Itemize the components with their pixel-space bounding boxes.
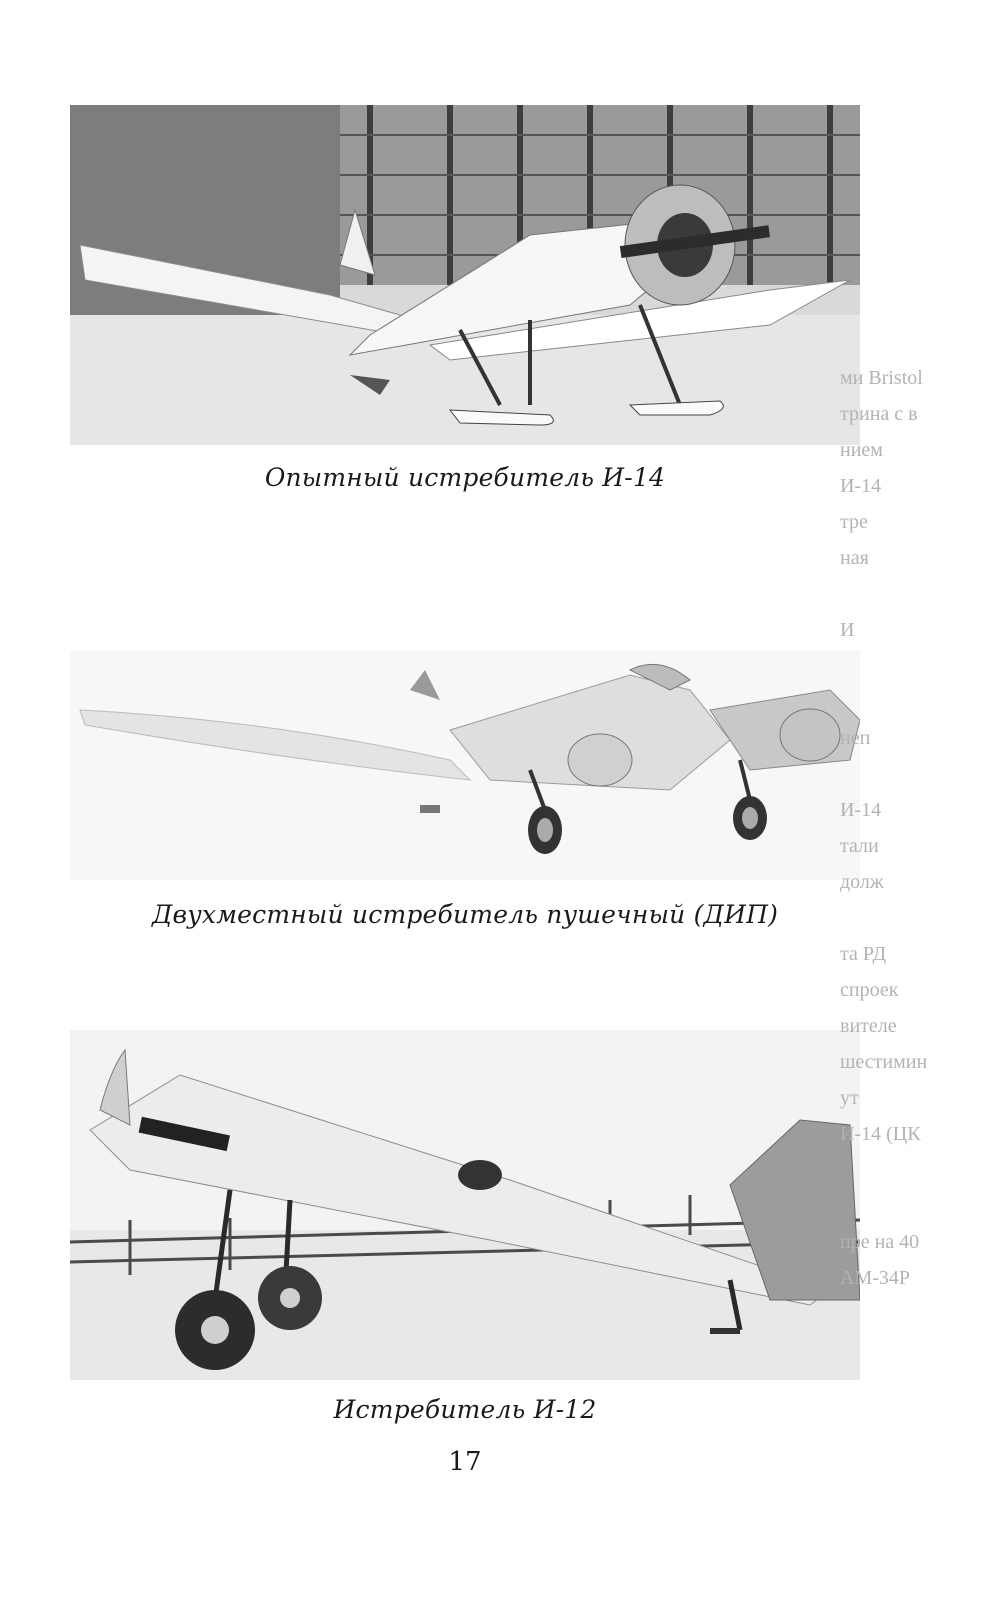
bleed-through-line: та РД bbox=[840, 943, 887, 965]
bleed-through-line: вителе bbox=[840, 1015, 897, 1037]
bleed-through-text-column bbox=[840, 360, 1000, 1296]
i14-aircraft-illustration bbox=[70, 105, 860, 445]
bleed-through-line bbox=[840, 1188, 1000, 1224]
bleed-through-line: И bbox=[840, 619, 855, 641]
bleed-through-line: АМ-34Р bbox=[840, 1267, 911, 1289]
photo-dip-fighter bbox=[70, 650, 860, 880]
bleed-through-line: спроек bbox=[840, 979, 899, 1001]
bleed-through-line: тали bbox=[840, 835, 879, 857]
bleed-through-line: ут bbox=[840, 1087, 859, 1109]
bleed-through-line: И-14 bbox=[840, 799, 882, 821]
figure-caption-i14: Опытный истребитель И-14 bbox=[264, 463, 666, 492]
bleed-through-line bbox=[840, 648, 1000, 684]
bleed-through-line: ная bbox=[840, 547, 869, 569]
i12-aircraft-illustration bbox=[70, 1030, 860, 1380]
bleed-through-line: трина с в bbox=[840, 403, 918, 425]
bleed-through-line: долж bbox=[840, 871, 884, 893]
figure-caption-i12: Истребитель И-12 bbox=[333, 1395, 597, 1424]
bleed-through-line bbox=[840, 684, 1000, 720]
bleed-through-line: тре bbox=[840, 511, 868, 533]
photo-i14-fighter bbox=[70, 105, 860, 445]
bleed-through-line: ми Bristol bbox=[840, 367, 923, 389]
bleed-through-line bbox=[840, 1152, 1000, 1188]
bleed-through-line: И-14 bbox=[840, 475, 882, 497]
bleed-through-line: нием bbox=[840, 439, 883, 461]
figure-caption-dip: Двухместный истребитель пушечный (ДИП) bbox=[151, 900, 779, 929]
photo-i12-fighter bbox=[70, 1030, 860, 1380]
bleed-through-line: И-14 (ЦК bbox=[840, 1123, 921, 1145]
bleed-through-line: пре на 40 bbox=[840, 1231, 920, 1253]
bleed-through-line bbox=[840, 900, 1000, 936]
dip-aircraft-illustration bbox=[70, 650, 860, 880]
bleed-through-line bbox=[840, 576, 1000, 612]
bleed-through-line bbox=[840, 756, 1000, 792]
bleed-through-line: неп bbox=[840, 727, 871, 749]
page-number: 17 bbox=[448, 1447, 482, 1477]
bleed-through-line: шестимин bbox=[840, 1051, 928, 1073]
